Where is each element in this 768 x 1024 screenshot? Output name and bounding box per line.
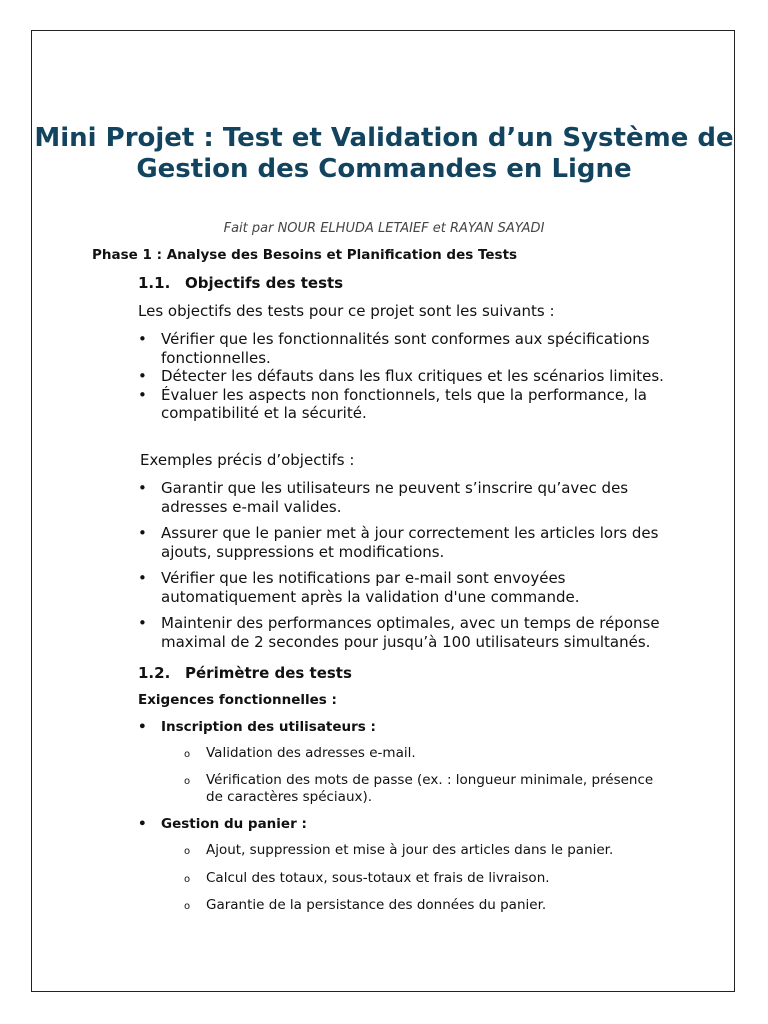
section-number: 1.1. — [138, 274, 171, 292]
group-label: • Gestion du panier : — [138, 815, 698, 834]
examples-list — [138, 479, 678, 651]
section-title: Périmètre des tests — [185, 664, 352, 682]
list-item: • Évaluer les aspects non fonctionnels, tels que la performance, la compatibilité et la sécurité. — [138, 386, 678, 423]
section-1-2-heading — [138, 664, 352, 682]
list-item: • Maintenir des performances optimales, avec un temps de réponse maximal de 2 secondes pour jusqu’à 100 utilisateurs simultanés. — [138, 614, 678, 651]
group-label: • Inscription des utilisateurs : — [138, 718, 698, 737]
group-1-items — [184, 745, 654, 807]
section-title: Objectifs des tests — [185, 274, 344, 292]
document-title: Mini Projet : Test et Validation d’un Système de Gestion des Commandes en Ligne — [34, 123, 734, 184]
functional-requirements-label: Exigences fonctionnelles : — [138, 692, 337, 708]
group-2-items — [184, 842, 684, 915]
section-number: 1.2. — [138, 664, 171, 682]
section-1-1-heading — [138, 274, 343, 292]
requirements-group-1 — [138, 718, 698, 737]
author-line: Fait par NOUR ELHUDA LETAIEF et RAYAN SAYADI — [223, 221, 545, 236]
requirements-group-2 — [138, 815, 698, 834]
examples-label: Exemples précis d’objectifs : — [140, 451, 355, 469]
document-page — [31, 30, 735, 992]
list-item: • Assurer que le panier met à jour correctement les articles lors des ajouts, suppressions et modifications. — [138, 524, 678, 561]
list-item: o Validation des adresses e-mail. — [184, 745, 654, 763]
list-item: • Vérifier que les notifications par e-mail sont envoyées automatiquement après la validation d'une commande. — [138, 569, 678, 606]
list-item: • Détecter les défauts dans les flux critiques et les scénarios limites. — [138, 367, 678, 386]
list-item: o Ajout, suppression et mise à jour des articles dans le panier. — [184, 842, 684, 860]
list-item: o Vérification des mots de passe (ex. : longueur minimale, présence de caractères spéciaux). — [184, 772, 654, 807]
list-item: • Garantir que les utilisateurs ne peuvent s’inscrire qu’avec des adresses e-mail valides. — [138, 479, 678, 516]
objectives-intro: Les objectifs des tests pour ce projet sont les suivants : — [138, 302, 555, 320]
list-item: o Calcul des totaux, sous-totaux et frais de livraison. — [184, 870, 684, 888]
list-item: • Vérifier que les fonctionnalités sont conformes aux spécifications fonctionnelles. — [138, 330, 678, 367]
phase-heading: Phase 1 : Analyse des Besoins et Planification des Tests — [92, 247, 518, 263]
objectives-list — [138, 330, 678, 423]
list-item: o Garantie de la persistance des données du panier. — [184, 897, 684, 915]
